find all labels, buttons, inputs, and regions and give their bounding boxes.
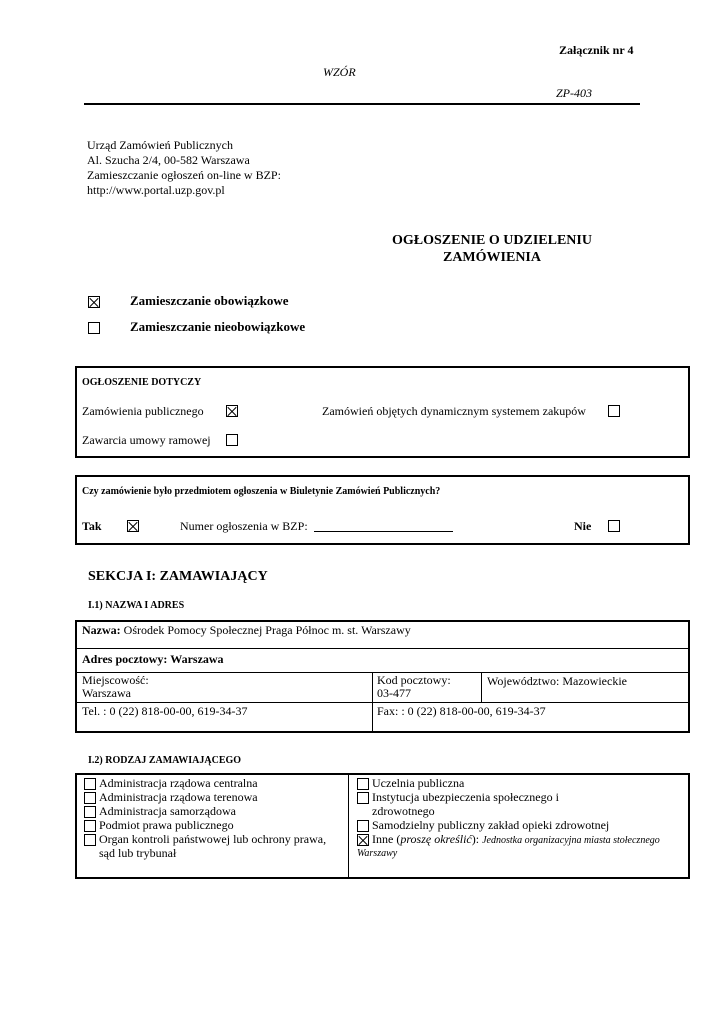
type-left-label-3: Administracja samorządowa	[99, 804, 236, 818]
name-label: Nazwa:	[82, 623, 121, 637]
postcode-value: 03-477	[377, 686, 411, 700]
type-left-label-5: Organ kontroli państwowej lub ochrony prawa,	[99, 832, 327, 846]
address-row-divider-1	[75, 648, 690, 649]
type-left-checkbox-3[interactable]	[84, 806, 96, 818]
section1-sub2: I.2) RODZAJ ZAMAWIAJĄCEGO	[88, 755, 242, 766]
postcode-label: Kod pocztowy:	[377, 673, 451, 687]
bulletin-no-label: Nie	[574, 519, 592, 533]
type-right-checkbox-uni[interactable]	[357, 778, 369, 790]
bulletin-yes-checkbox[interactable]	[127, 520, 139, 532]
title-line-1: OGŁOSZENIE O UDZIELENIU	[392, 233, 592, 248]
postal-label: Adres pocztowy:	[82, 652, 168, 666]
address-col-divider-1	[372, 672, 373, 732]
page-title	[330, 232, 654, 266]
type-left-checkbox-1[interactable]	[84, 778, 96, 790]
dynamic-system-label: Zamówień objętych dynamicznym systemem zakupów	[322, 404, 586, 418]
bulletin-question: Czy zamówienie było przedmiotem ogłoszenia w Biuletynie Zamówień Publicznych?	[82, 486, 441, 497]
type-left-label-4: Podmiot prawa publicznego	[99, 818, 234, 832]
optional-checkbox[interactable]	[88, 322, 100, 334]
other-suffix: ):	[471, 832, 480, 846]
type-left-checkbox-2[interactable]	[84, 792, 96, 804]
type-right-label-insurance-cont: zdrowotnego	[372, 804, 435, 818]
fax-cell: Fax: : 0 (22) 818-00-00, 619-34-37	[377, 704, 546, 718]
attachment-label: Załącznik nr 4	[559, 43, 634, 57]
other-value-cont: Warszawy	[357, 848, 398, 859]
header-rule	[84, 103, 640, 105]
type-right-label-health: Samodzielny publiczny zakład opieki zdrowotnej	[372, 818, 610, 832]
type-left-label-2: Administracja rządowa terenowa	[99, 790, 258, 804]
sender-line-1: Urząd Zamówień Publicznych	[87, 138, 233, 152]
postcode-cell	[377, 674, 451, 700]
other-value: Jednostka organizacyjna miasta stołecznego	[482, 835, 660, 846]
city-value: Warszawa	[82, 686, 132, 700]
framework-label: Zawarcia umowy ramowej	[82, 433, 211, 447]
wzor-label: WZÓR	[323, 65, 356, 79]
city-label: Miejscowość:	[82, 673, 149, 687]
voivodeship-cell: Województwo: Mazowieckie	[487, 674, 627, 688]
optional-label: Zamieszczanie nieobowiązkowe	[130, 319, 306, 334]
dynamic-system-checkbox[interactable]	[608, 405, 620, 417]
mandatory-label: Zamieszczanie obowiązkowe	[130, 293, 289, 308]
type-right-checkbox-other[interactable]	[357, 834, 369, 846]
bulletin-number-field[interactable]	[314, 531, 453, 532]
city-cell	[82, 674, 149, 700]
other-prefix: Inne (	[372, 832, 401, 846]
type-right-label-uni: Uczelnia publiczna	[372, 776, 465, 790]
postal-row	[82, 652, 224, 667]
sender-line-3: Zamieszczanie ogłoszeń on-line w BZP:	[87, 168, 281, 182]
title-line-2: ZAMÓWIENIA	[442, 250, 541, 265]
name-value: Ośrodek Pomocy Społecznej Praga Północ m. st. Warszawy	[123, 623, 411, 637]
type-right-checkbox-insurance[interactable]	[357, 792, 369, 804]
bulletin-yes-label: Tak	[82, 519, 102, 533]
sender-url[interactable]: http://www.portal.uzp.gov.pl	[87, 183, 225, 197]
bulletin-number-label: Numer ogłoszenia w BZP:	[180, 519, 308, 533]
mandatory-checkbox[interactable]	[88, 296, 100, 308]
type-left-checkbox-4[interactable]	[84, 820, 96, 832]
type-right-checkbox-health[interactable]	[357, 820, 369, 832]
other-italic: proszę określić	[400, 832, 472, 846]
type-right-label-insurance: Instytucja ubezpieczenia społecznego i	[372, 790, 559, 804]
sender-block	[87, 138, 281, 198]
framework-checkbox[interactable]	[226, 434, 238, 446]
address-col-divider-2	[481, 672, 482, 702]
type-left-label-5-cont: sąd lub trybunał	[99, 846, 177, 860]
type-col-divider	[348, 773, 349, 879]
public-order-label: Zamówienia publicznego	[82, 404, 204, 418]
form-code: ZP-403	[556, 86, 592, 100]
type-left-label-1: Administracja rządowa centralna	[99, 776, 258, 790]
tel-cell: Tel. : 0 (22) 818-00-00, 619-34-37	[82, 704, 248, 718]
address-row-divider-3	[75, 702, 690, 703]
type-left-checkbox-5[interactable]	[84, 834, 96, 846]
bulletin-no-checkbox[interactable]	[608, 520, 620, 532]
concerns-heading: OGŁOSZENIE DOTYCZY	[82, 377, 202, 388]
type-right-label-other	[372, 832, 660, 847]
public-order-checkbox[interactable]	[226, 405, 238, 417]
name-row	[82, 623, 411, 638]
section1-sub1: I.1) NAZWA I ADRES	[88, 600, 185, 611]
sender-line-2: Al. Szucha 2/4, 00-582 Warszawa	[87, 153, 250, 167]
postal-value: Warszawa	[170, 652, 224, 666]
section1-title: SEKCJA I: ZAMAWIAJĄCY	[88, 569, 268, 584]
